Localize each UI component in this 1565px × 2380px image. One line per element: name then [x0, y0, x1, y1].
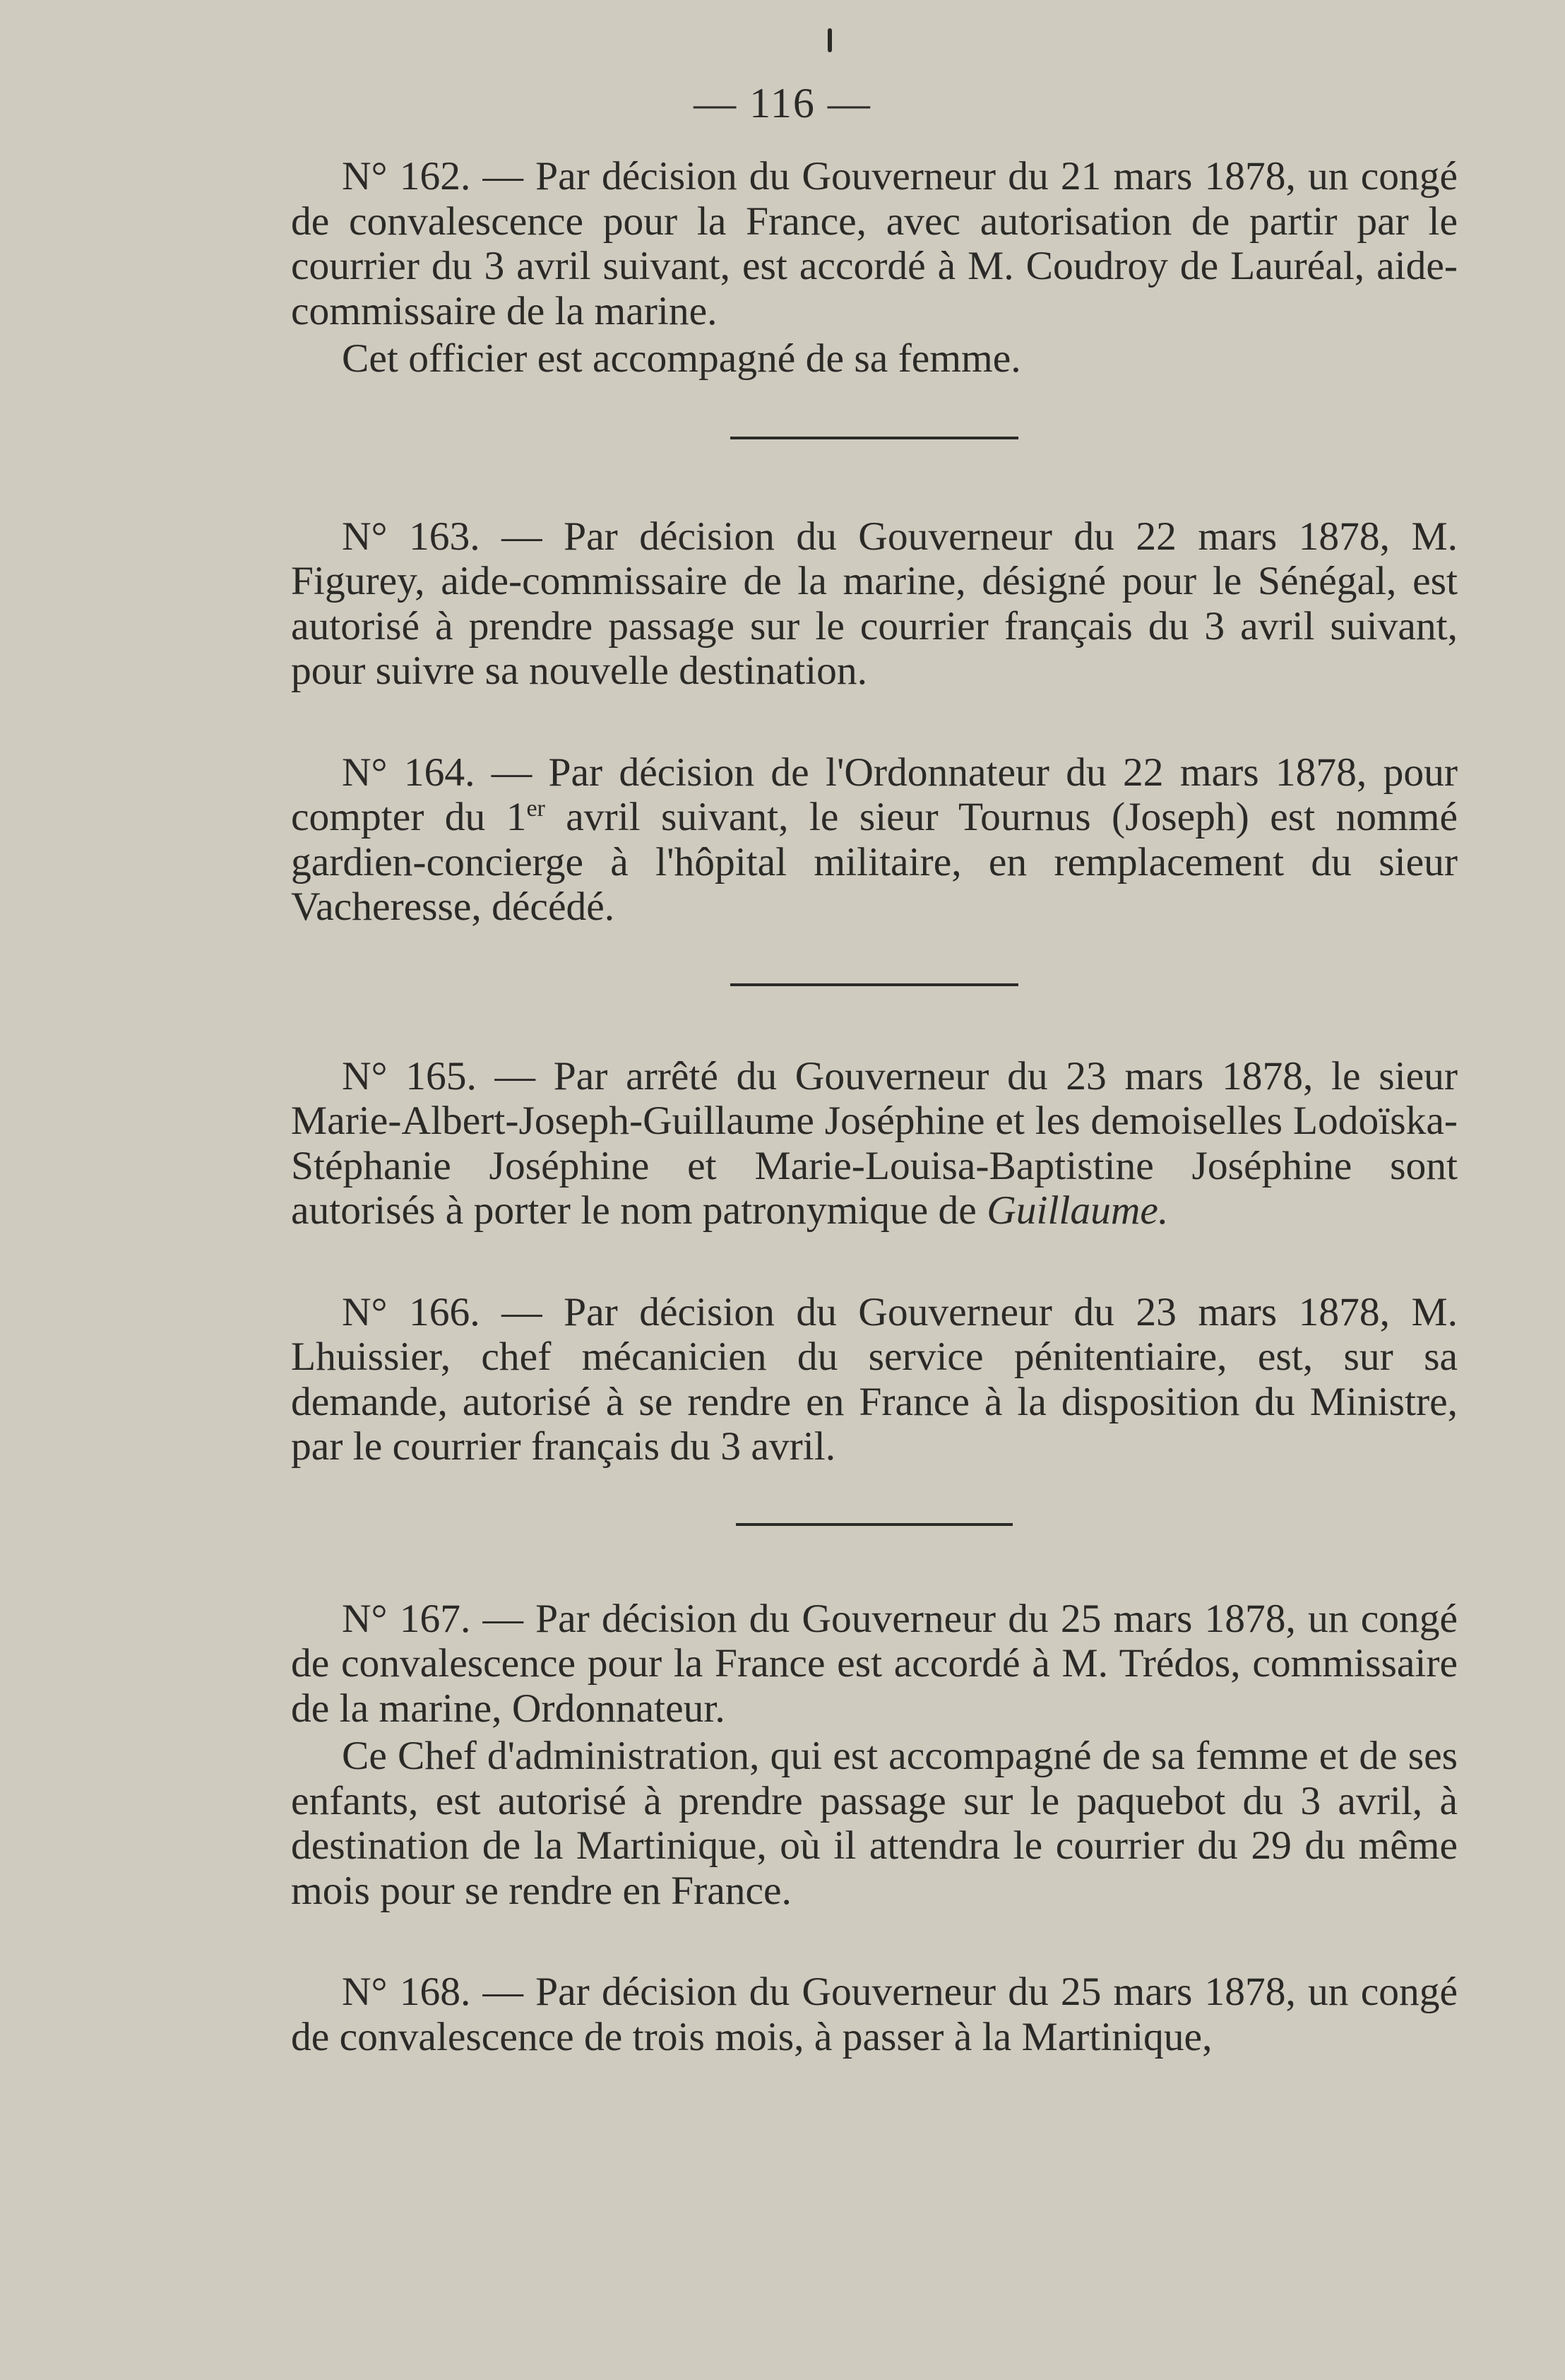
entry-166: [291, 1290, 1458, 1469]
entry-163-paragraph: N° 163. — Par décision du Gouverneur du 22 mars 1878, M. Figurey, aide-commissaire de la marine, désigné pour le Sénégal, est autorisé à prendre passage sur le courrier français du 3 avril suivant, pour suivre sa nouvelle destination.: [291, 514, 1458, 693]
entry-164-paragraph: [291, 750, 1458, 930]
entry-164-text-start: N° 164. — Par décision de l'Ordonnateur du 22 mars 1878, pour compter du 1: [291, 750, 1458, 839]
entry-167-paragraph: N° 167. — Par décision du Gouverneur du 25 mars 1878, un congé de convalescence pour la France est accordé à M. Trédos, commissaire de la marine, Ordonnateur.: [291, 1596, 1458, 1731]
section-divider: [736, 1523, 1013, 1526]
entry-163: [291, 514, 1458, 694]
ink-speck: [828, 28, 832, 52]
entry-164-text-end: avril suivant, le sieur Tournus (Joseph) est nommé gardien-concierge à l'hôpital militaire, en remplacement du sieur Vacheresse, décédé.: [291, 795, 1458, 929]
page-number: — 116 —: [694, 80, 871, 126]
entry-165-text: N° 165. — Par arrêté du Gouverneur du 23 mars 1878, le sieur Marie-Albert-Joseph-Guillaume Joséphine et les demoiselles Lodoïska-Stéphanie Joséphine et Marie-Louisa-Baptistine Joséphine sont autorisés à porter le nom patronymique de: [291, 1053, 1458, 1233]
entry-164: [291, 750, 1458, 930]
entry-165: [291, 1054, 1458, 1233]
section-divider: [730, 437, 1018, 439]
entry-165-paragraph: [291, 1054, 1458, 1233]
entry-168: [291, 1970, 1458, 2059]
document-body: [291, 154, 1458, 2116]
entry-167: [291, 1597, 1458, 1914]
entry-162: [291, 154, 1458, 381]
section-divider: [730, 983, 1018, 986]
entry-164-superscript: er: [526, 795, 545, 822]
entry-168-paragraph: N° 168. — Par décision du Gouverneur du 25 mars 1878, un congé de convalescence de trois mois, à passer à la Martinique,: [291, 1970, 1458, 2059]
entry-165-surname: Guillaume.: [987, 1188, 1169, 1233]
entry-162-note: Cet officier est accompagné de sa femme.: [342, 336, 1021, 381]
entry-167-note: Ce Chef d'administration, qui est accompagné de sa femme et de ses enfants, est autorisé à prendre passage sur le paquebot du 3 avril, à destination de la Martinique, où il attendra le courrier du 29 du même mois pour se rendre en France.: [291, 1734, 1458, 1913]
entry-166-paragraph: N° 166. — Par décision du Gouverneur du 23 mars 1878, M. Lhuissier, chef mécanicien du service pénitentiaire, est, sur sa demande, autorisé à se rendre en France à la disposition du Ministre, par le courrier français du 3 avril.: [291, 1289, 1458, 1469]
entry-162-paragraph: N° 162. — Par décision du Gouverneur du 21 mars 1878, un congé de convalescence pour la France, avec autorisation de partir par le courrier du 3 avril suivant, est accordé à M. Coudroy de Lauréal, aide-commissaire de la marine.: [291, 154, 1458, 333]
